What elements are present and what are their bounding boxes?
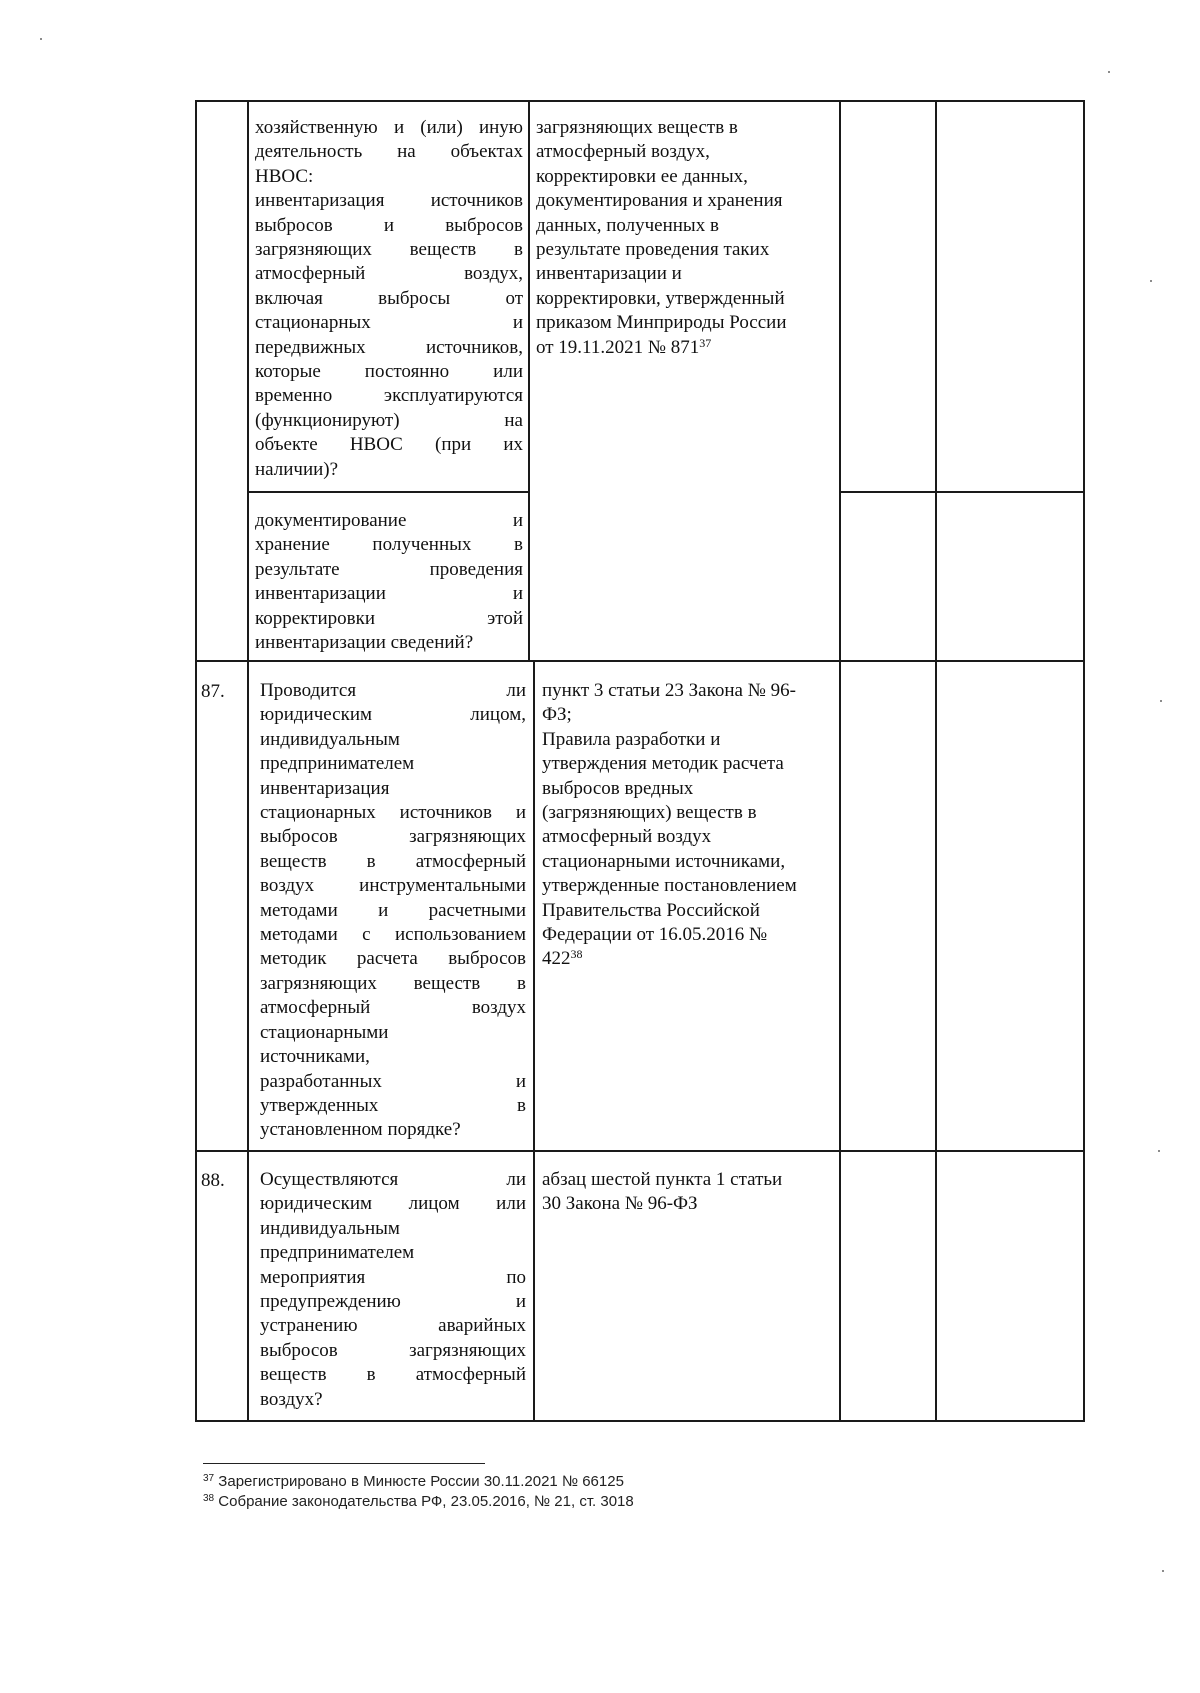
text-line: методами и расчетными <box>260 899 526 921</box>
text-line: корректировки ее данных, <box>536 165 748 187</box>
question-cell-continued-b <box>255 509 523 655</box>
text-line: стационарных источников и <box>260 802 526 824</box>
text-line: включая выбросы от <box>255 287 523 309</box>
text-line: воздух? <box>260 1388 323 1410</box>
text-line: хозяйственную и (или) иную <box>255 117 523 138</box>
text-line: временно эксплуатируются <box>255 385 523 407</box>
text-line: инвентаризация источников <box>255 190 523 212</box>
text-line: атмосферный воздух <box>542 826 712 848</box>
text-line: инвентаризации сведений? <box>255 632 474 654</box>
text-line: хранение полученных в <box>255 534 523 556</box>
text-line: результате проведения таких <box>536 239 770 261</box>
text-line: приказом Минприроды России <box>536 312 787 334</box>
text-line: корректировки, утвержденный <box>536 287 785 309</box>
footnote-37 <box>203 1472 634 1492</box>
text-line: данных, полученных в <box>536 214 719 236</box>
text-line: индивидуальным <box>260 1217 400 1239</box>
text-line: атмосферный воздух, <box>536 141 710 163</box>
scan-speck <box>1158 1150 1160 1152</box>
text-line: юридическим лицом или <box>260 1193 526 1215</box>
text-line: предупреждению и <box>260 1291 526 1313</box>
basis-cell-87 <box>542 679 837 972</box>
text-line: утвержденные постановлением <box>542 875 797 897</box>
text-line: атмосферный воздух <box>260 997 526 1019</box>
text-line: документирования и хранения <box>536 190 783 212</box>
text-line: выбросов вредных <box>542 777 694 799</box>
text-line: Осуществляются ли <box>260 1169 526 1190</box>
question-cell-87 <box>260 679 526 1143</box>
footnotes <box>203 1472 634 1512</box>
footnote-text: Собрание законодательства РФ, 23.05.2016, № 21, ст. 3018 <box>218 1493 634 1510</box>
text-line: Проводится ли <box>260 680 526 701</box>
text-line: методик расчета выбросов <box>260 948 526 970</box>
scan-speck <box>1108 71 1110 73</box>
text-line: установленном порядке? <box>260 1119 461 1141</box>
text-line: индивидуальным <box>260 728 400 750</box>
text-line: инвентаризация <box>260 777 390 799</box>
text-line: Федерации от 16.05.2016 № <box>542 924 768 946</box>
text-line <box>536 336 836 360</box>
scan-speck <box>40 38 42 40</box>
text-line: загрязняющих веществ в <box>536 117 738 138</box>
table-border <box>195 1420 1085 1422</box>
text-line: воздух инструментальными <box>260 875 526 897</box>
footnote-ref: 37 <box>203 1473 215 1484</box>
scan-speck <box>1160 700 1162 702</box>
table-border <box>247 100 249 1422</box>
text-line: (загрязняющих) веществ в <box>542 802 757 824</box>
table-border <box>528 100 530 660</box>
text-line: разработанных и <box>260 1070 526 1092</box>
question-cell-continued-a <box>255 116 523 482</box>
table-border <box>839 491 1085 493</box>
text-line: пункт 3 статьи 23 Закона № 96- <box>542 680 796 701</box>
text-line <box>542 947 837 971</box>
text-line: передвижных источников, <box>255 336 523 358</box>
table-border <box>533 660 535 1422</box>
text-line: утверждения методик расчета <box>542 753 784 775</box>
text-line: деятельность на объектах <box>255 141 523 163</box>
text-line: Правительства Российской <box>542 899 760 921</box>
requirements-table <box>195 100 1085 1422</box>
table-border <box>1083 100 1085 1422</box>
text-line: НВОС: <box>255 165 314 187</box>
table-border <box>935 100 937 1422</box>
text-line: утвержденных в <box>260 1094 526 1116</box>
text-line: выбросов загрязняющих <box>260 826 526 848</box>
footnote-ref: 38 <box>203 1493 215 1504</box>
text-line: загрязняющих веществ в <box>260 972 526 994</box>
table-border <box>195 100 1085 102</box>
text-line: инвентаризации и <box>255 583 523 605</box>
text-line: наличии)? <box>255 458 339 480</box>
scan-speck <box>1150 280 1152 282</box>
text-line: выбросов загрязняющих <box>260 1339 526 1361</box>
text-line: веществ в атмосферный <box>260 1364 526 1386</box>
text-line: методами с использованием <box>260 924 526 946</box>
row-number-87: 87. <box>201 681 225 702</box>
table-border <box>195 660 1085 662</box>
text-line: ФЗ; <box>542 704 572 726</box>
text-line: документирование и <box>255 510 523 531</box>
text-line: результате проведения <box>255 558 523 580</box>
text-line: которые постоянно или <box>255 361 523 383</box>
text-line: стационарных и <box>255 312 523 334</box>
footnote-ref: 38 <box>570 947 583 962</box>
text-line: источниками, <box>260 1046 370 1068</box>
footnote-text: Зарегистрировано в Минюсте России 30.11.2021 № 66125 <box>218 1473 624 1490</box>
text-line: предпринимателем <box>260 753 415 775</box>
footnote-38 <box>203 1492 634 1512</box>
row-number-88: 88. <box>201 1170 225 1191</box>
text-line: загрязняющих веществ в <box>255 239 523 261</box>
text-line: стационарными источниками, <box>542 850 786 872</box>
table-border <box>195 100 197 1422</box>
text-line: мероприятия по <box>260 1266 526 1288</box>
text-line: абзац шестой пункта 1 статьи <box>542 1169 783 1190</box>
question-cell-88 <box>260 1168 526 1412</box>
text-line: предпринимателем <box>260 1242 415 1264</box>
table-border <box>839 100 841 1422</box>
basis-cell-continued <box>536 116 836 360</box>
basis-cell-88 <box>542 1168 837 1217</box>
table-border <box>195 1150 1085 1152</box>
text-line: стационарными <box>260 1021 389 1043</box>
text-line-content: 422 <box>542 948 571 970</box>
text-line: устранению аварийных <box>260 1315 526 1337</box>
footnote-ref: 37 <box>699 335 712 350</box>
text-line: корректировки этой <box>255 607 523 629</box>
text-line: (функционируют) на <box>255 409 523 431</box>
footnote-separator <box>203 1463 485 1464</box>
text-line: инвентаризации и <box>536 263 682 285</box>
scan-speck <box>1162 1570 1164 1572</box>
text-line: 30 Закона № 96-ФЗ <box>542 1193 698 1215</box>
table-border <box>247 491 530 493</box>
text-line: объекте НВОС (при их <box>255 434 523 456</box>
text-line: веществ в атмосферный <box>260 850 526 872</box>
text-line: Правила разработки и <box>542 728 721 750</box>
text-line-content: от 19.11.2021 № 871 <box>536 336 700 358</box>
text-line: юридическим лицом, <box>260 704 526 726</box>
text-line: атмосферный воздух, <box>255 263 523 285</box>
text-line: выбросов и выбросов <box>255 214 523 236</box>
